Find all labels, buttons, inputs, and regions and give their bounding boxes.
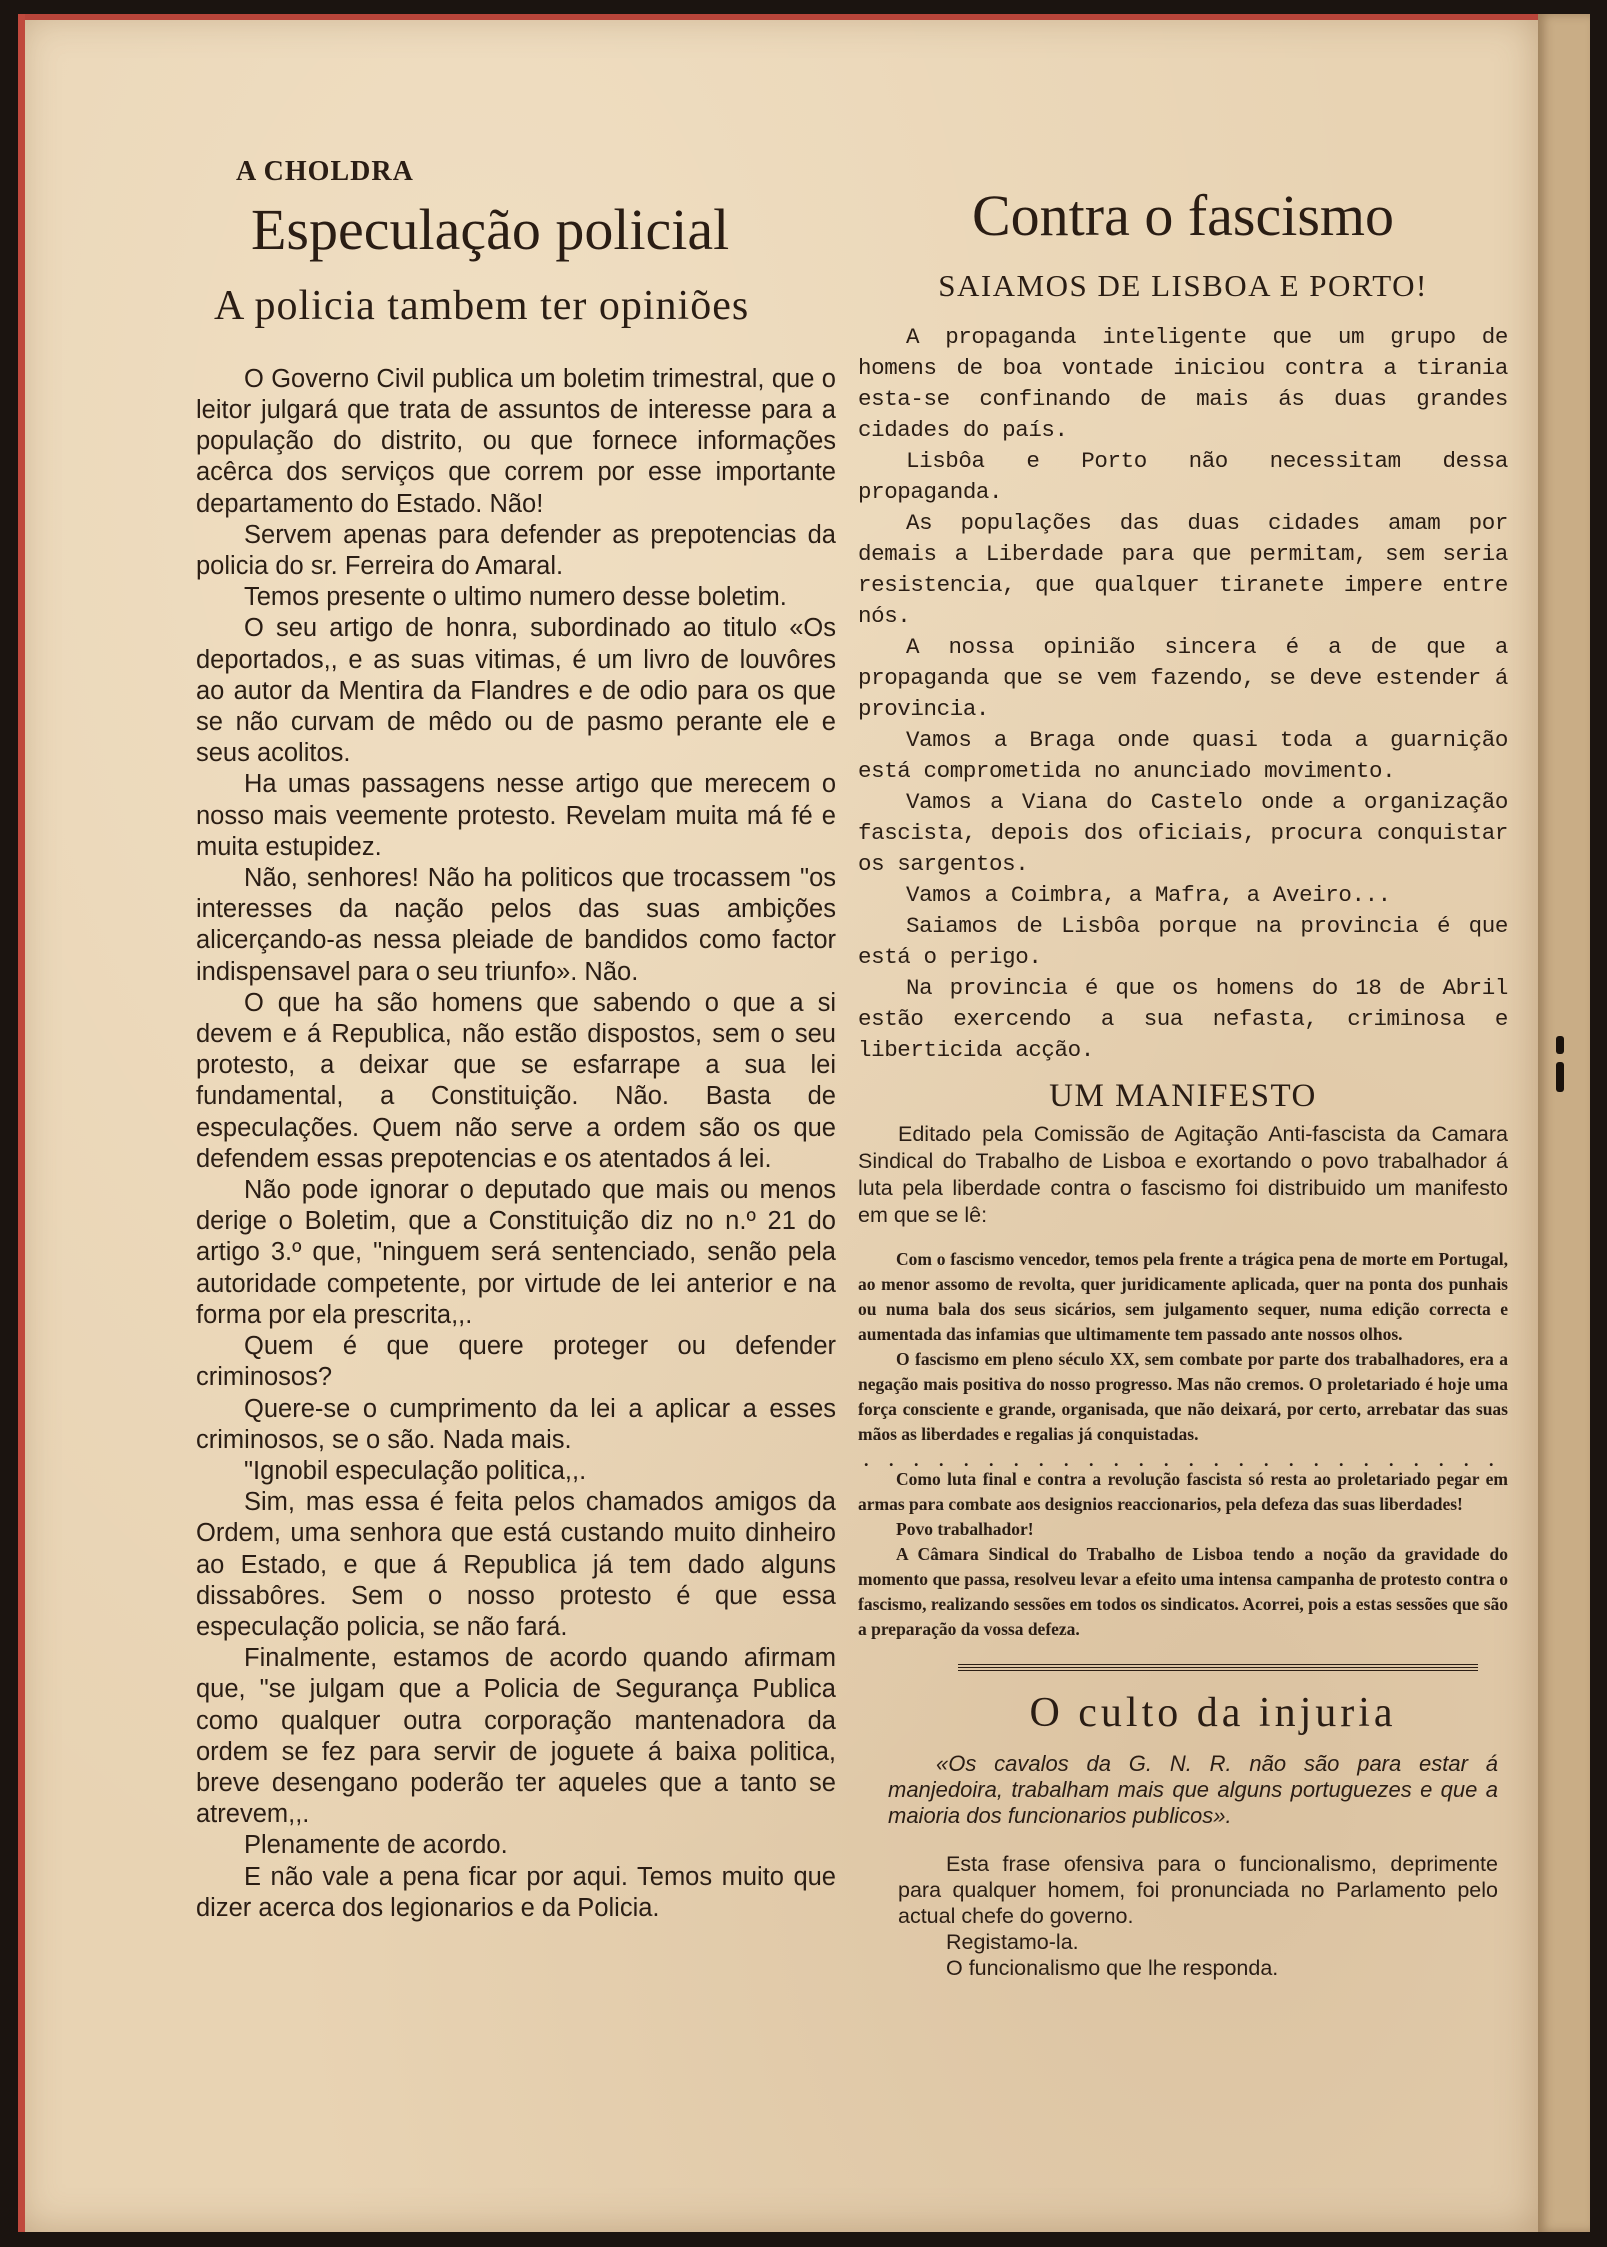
paragraph: Ha umas passagens nesse artigo que merecem o nosso mais veemente protesto. Revelam muita má fé e muita estupidez. xyxy=(196,770,836,861)
adjacent-page-edge xyxy=(1538,14,1590,2232)
paragraph: As populações das duas cidades amam por demais a Liberdade para que permitam, sem seria resistencia, que qualquer tiranete impere entre nós. xyxy=(858,509,1508,629)
quote-paragraph: Povo trabalhador! xyxy=(896,1518,1034,1539)
culto-title: O culto da injuria xyxy=(1029,1689,1397,1736)
quote-paragraph: Com o fascismo vencedor, temos pela frente a trágica pena de morte em Portugal, ao menor assomo de revolta, quer juridicamente aplicada, quer na ponta dos punhais ou numa bala dos seus sicários, sem julgamento sequer, numa edição correcta e aumentada das infamias que ultimamente tem passado ante nossos olhos. xyxy=(858,1248,1508,1344)
manifesto-intro: Editado pela Comissão de Agitação Anti-fascista da Camara Sindical do Trabalho de Lisboa e exortando o povo trabalhador á luta pela liberdade contra o fascismo foi distribuido um manifesto em que se lê: xyxy=(858,1121,1508,1227)
paragraph: A propaganda inteligente que um grupo de homens de boa vontade iniciou contra a tirania esta-se confinando de mais ás duas grandes cidades do país. xyxy=(858,323,1508,443)
left-column xyxy=(196,144,836,1924)
paragraph: Não pode ignorar o deputado que mais ou menos derige o Boletim, que a Constituição diz no n.º 21 do artigo 3.º que, "ninguem será sentenciado, senão pela autoridade competente, por virtude de lei anterior e na forma por ela prescrita,,. xyxy=(196,1176,836,1329)
paragraph: Registamo-la. xyxy=(946,1929,1079,1954)
paragraph: Não, senhores! Não ha politicos que trocassem "os interesses da nação pelos das suas ambições alicerçando-as nessa pleiade de bandidos como factor indispensavel para o seu triunfo». Não. xyxy=(196,864,836,986)
red-left-edge xyxy=(18,14,25,2232)
paragraph: Vamos a Viana do Castelo onde a organização fascista, depois dos oficiais, procura conquistar os sargentos. xyxy=(858,788,1508,877)
paragraph: Quere-se o cumprimento da lei a aplicar a esses criminosos, se o são. Nada mais. xyxy=(196,1394,836,1454)
left-article-title: Especulação policial xyxy=(251,197,730,262)
paragraph: O funcionalismo que lhe responda. xyxy=(946,1955,1279,1980)
manifesto-title: UM MANIFESTO xyxy=(1049,1077,1317,1114)
ellipsis-dots: . . . . . . . . . . . . . . . . . . . . . . . . . . xyxy=(864,1449,1502,1470)
culto-body xyxy=(858,1851,1508,1981)
quote-paragraph: Como luta final e contra a revolução fascista só resta ao proletariado pegar em armas para combate aos designios reaccionarios, pela defeza das suas liberdades! xyxy=(858,1468,1508,1514)
paragraph: A nossa opinião sincera é a de que a propaganda que se vem fazendo, se deve estender á provincia. xyxy=(858,633,1508,722)
culto-quote: «Os cavalos da G. N. R. não são para estar á manjedoira, trabalham mais que alguns portuguezes e que a maioria dos funcionarios publicos». xyxy=(888,1750,1498,1828)
paragraph: Saiamos de Lisbôa porque na provincia é que está o perigo. xyxy=(858,912,1508,970)
right-article-body xyxy=(858,322,1508,1066)
paragraph: Na provincia é que os homens do 18 de Abril estão exercendo a sua nefasta, criminosa e liberticida acção. xyxy=(858,974,1508,1063)
left-article-body xyxy=(196,364,836,1924)
paragraph: "Ignobil especulação politica,,. xyxy=(244,1456,587,1485)
red-top-edge xyxy=(18,14,1538,20)
quote-paragraph: O fascismo em pleno século XX, sem combate por parte dos trabalhadores, era a negação mais positiva do nosso progresso. Mas não cremos. O proletariado é hoje uma força consciente e grande, organisada, que não deixará, por certo, arrebatar das suas mãos as liberdades e regalias já conquistadas. xyxy=(858,1348,1508,1444)
paragraph: E não vale a pena ficar por aqui. Temos muito que dizer acerca dos legionarios e da Policia. xyxy=(196,1862,836,1922)
right-article-subtitle: SAIAMOS DE LISBOA E PORTO! xyxy=(938,267,1428,303)
ink-mark xyxy=(1556,1036,1564,1054)
left-article-subtitle: A policia tambem ter opiniões xyxy=(214,282,750,329)
paragraph: Lisbôa e Porto não necessitam dessa propaganda. xyxy=(858,447,1508,505)
paragraph: O seu artigo de honra, subordinado ao titulo «Os deportados,, e as suas vitimas, é um livro de louvôres ao autor da Mentira da Flandres e de odio para os que se não curvam de mêdo ou de pasmo perante ele e seus acolitos. xyxy=(196,614,836,768)
paragraph: O que ha são homens que sabendo o que a si devem e á Republica, não estão dispostos, sem o seu protesto, a deixar que se esfarrape a sua lei fundamental, a Constituição. Não. Basta de especulações. Quem não serve a ordem são os que defendem essas prepotencias e os atentados á lei. xyxy=(196,988,836,1173)
paragraph: Vamos a Braga onde quasi toda a guarnição está comprometida no anunciado movimento. xyxy=(858,726,1508,784)
paragraph: Vamos a Coimbra, a Mafra, a Aveiro... xyxy=(906,881,1391,908)
paragraph: O Governo Civil publica um boletim trimestral, que o leitor julgará que trata de assuntos de interesse para a população do distrito, ou que fornece informações acêrca dos serviços que correm por esse importante departamento do Estado. Não! xyxy=(196,364,836,518)
manifesto-quote xyxy=(858,1247,1508,1642)
ink-mark xyxy=(1556,1062,1564,1092)
paragraph: Quem é que quere proteger ou defender criminosos? xyxy=(196,1332,836,1392)
right-article-title: Contra o fascismo xyxy=(971,183,1395,248)
section-kicker: A CHOLDRA xyxy=(236,156,414,187)
section-divider xyxy=(958,1664,1478,1671)
paragraph: Sim, mas essa é feita pelos chamados amigos da Ordem, uma senhora que está custando muito dinheiro ao Estado, e que á Republica já tem dado alguns dissabôres. Sem o nosso protesto é que essa especulação policia, se não fará. xyxy=(196,1488,836,1641)
newspaper-page xyxy=(18,14,1538,2232)
paragraph: Plenamente de acordo. xyxy=(244,1831,508,1860)
right-column xyxy=(858,184,1508,1981)
paragraph: Servem apenas para defender as prepotencias da policia do sr. Ferreira do Amaral. xyxy=(196,520,836,581)
quote-paragraph: A Câmara Sindical do Trabalho de Lisboa tendo a noção da gravidade do momento que passa, resolveu levar a efeito uma intensa campanha de protesto contra o fascismo, realizando sessões em todos os sindicatos. Acorrei, pois a estas sessões que são a preparação da vossa defeza. xyxy=(858,1543,1508,1639)
paragraph: Temos presente o ultimo numero desse boletim. xyxy=(244,583,787,612)
paragraph: Finalmente, estamos de acordo quando afirmam que, "se julgam que a Policia de Segurança Publica como qualquer outra corporação mantenadora da ordem se fez para servir de joguete á baixa politica, breve desengano poderão ter aqueles que a tanto se atrevem,,. xyxy=(196,1644,836,1829)
paragraph: Esta frase ofensiva para o funcionalismo, deprimente para qualquer homem, foi pronunciada no Parlamento pelo actual chefe do governo. xyxy=(898,1851,1498,1928)
